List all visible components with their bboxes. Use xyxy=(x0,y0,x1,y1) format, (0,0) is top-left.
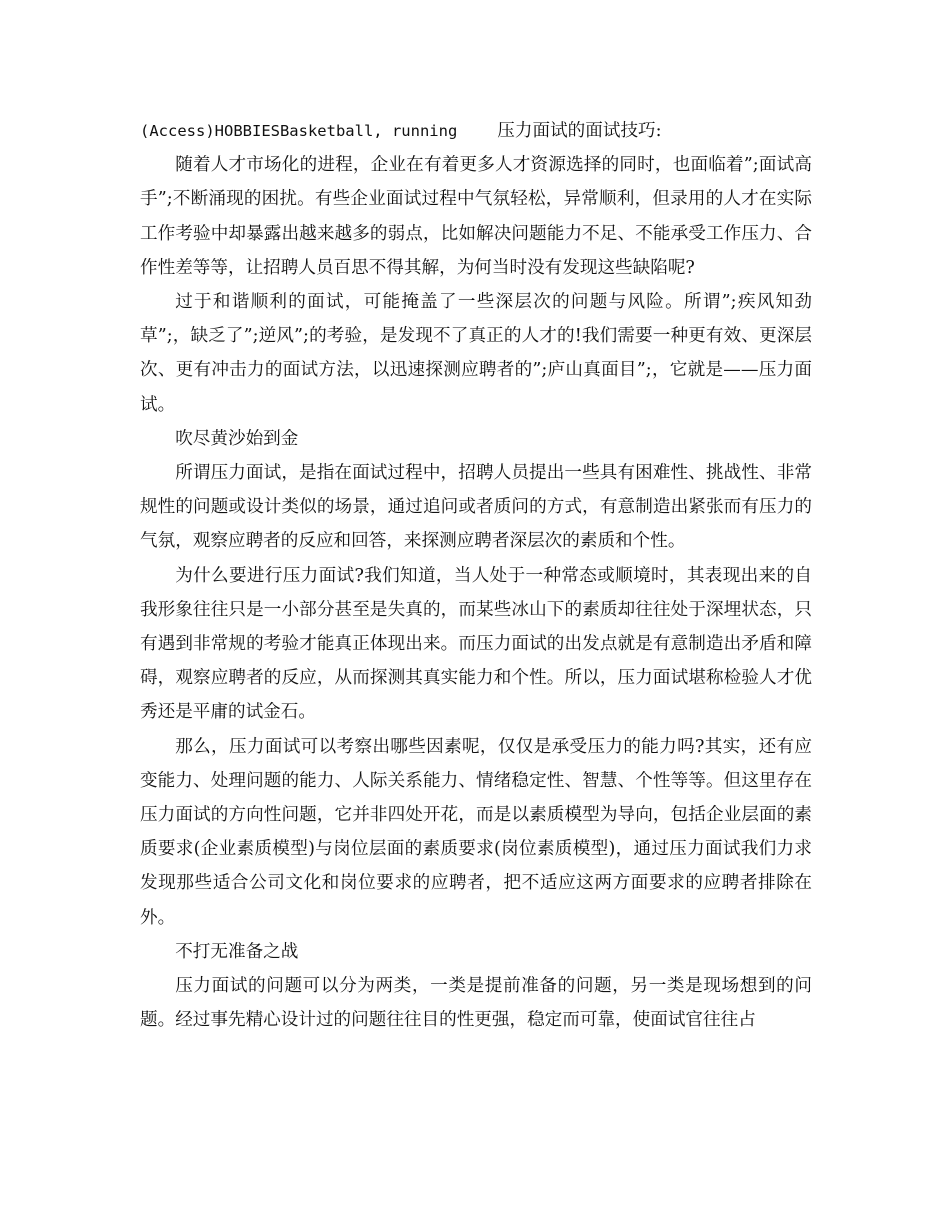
paragraph-3: 所谓压力面试，是指在面试过程中，招聘人员提出一些具有困难性、挑战性、非常规性的问题或设计类似的场景，通过追问或者质问的方式，有意制造出紧张而有压力的气氛，观察应聘者的反应和回答，来探测应聘者深层次的素质和个性。 xyxy=(140,463,812,552)
paragraph-1: 随着人才市场化的进程，企业在有着更多人才资源选择的同时，也面临着”;面试高手”;不断涌现的困扰。有些企业面试过程中气氛轻松，异常顺利，但录用的人才在实际工作考验中却暴露出越来越多的弱点，比如解决问题能力不足、不能承受工作压力、合作性差等等，让招聘人员百思不得其解，为何当时没有发现这些缺陷呢? xyxy=(140,155,812,278)
subheading-1: 吹尽黄沙始到金 xyxy=(175,428,299,449)
paragraph-6: 压力面试的问题可以分为两类，一类是提前准备的问题，另一类是现场想到的问题。经过事先精心设计过的问题往往目的性更强，稳定而可靠，使面试官往往占 xyxy=(140,976,812,1031)
section-title: 压力面试的面试技巧: xyxy=(497,121,662,141)
paragraph-2: 过于和谐顺利的面试，可能掩盖了一些深层次的问题与风险。所谓”;疾风知劲草”;，缺乏了”;逆风”;的考验，是发现不了真正的人才的!我们需要一种更有效、更深层次、更有冲击力的面试方法，以迅速探测应聘者的”;庐山真面目”;，它就是——压力面试。 xyxy=(140,292,812,415)
header-latin-text: (Access)HOBBIESBasketball, running xyxy=(140,122,458,140)
document-body xyxy=(140,114,812,1037)
paragraph-4: 为什么要进行压力面试?我们知道，当人处于一种常态或顺境时，其表现出来的自我形象往往只是一小部分甚至是失真的，而某些冰山下的素质却往往处于深埋状态，只有遇到非常规的考验才能真正体现出来。而压力面试的出发点就是有意制造出矛盾和障碍，观察应聘者的反应，从而探测其真实能力和个性。所以，压力面试堪称检验人才优秀还是平庸的试金石。 xyxy=(140,565,812,723)
subheading-2: 不打无准备之战 xyxy=(175,941,299,962)
paragraph-5: 那么，压力面试可以考察出哪些因素呢，仅仅是承受压力的能力吗?其实，还有应变能力、处理问题的能力、人际关系能力、情绪稳定性、智慧、个性等等。但这里存在压力面试的方向性问题，它并非四处开花，而是以素质模型为导向，包括企业层面的素质要求(企业素质模型)与岗位层面的素质要求(岗位素质模型)，通过压力面试我们力求发现那些适合公司文化和岗位要求的应聘者，把不适应这两方面要求的应聘者排除在外。 xyxy=(140,736,812,928)
header-line xyxy=(140,114,812,148)
